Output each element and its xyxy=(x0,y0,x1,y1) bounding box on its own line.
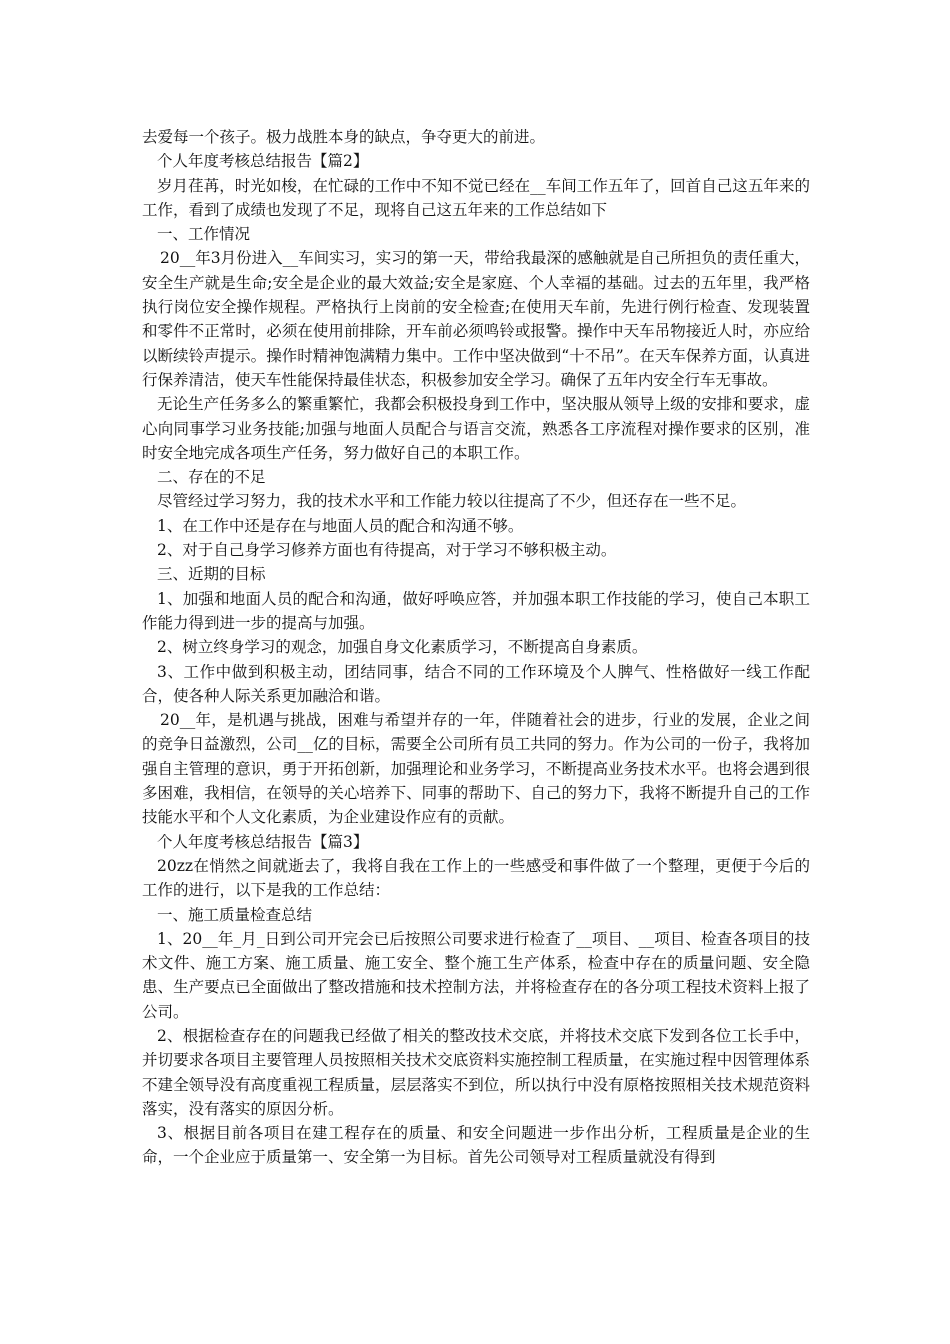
list-item: 2、根据检查存在的问题我已经做了相关的整改技术交底，并将技术交底下发到各位工长手中，并切要求各项目主要管理人员按照相关技术交底资料实施控制工程质量，在实施过程中因管理体系不建全领导没有高度重视工程质量，层层落实不到位，所以执行中没有原格按照相关技术规范资料落实，没有落实的原因分析。 xyxy=(142,1026,810,1118)
list-item: 3、根据目前各项目在建工程存在的质量、和安全问题进一步作出分析，工程质量是企业的生命，一个企业应于质量第一、安全第一为目标。首先公司领导对工程质量就没有得到 xyxy=(142,1124,810,1167)
paragraph: 去爱每一个孩子。极力战胜本身的缺点，争夺更大的前进。 xyxy=(142,128,546,146)
list-item: 1、20__年_月_日到公司开完会已后按照公司要求进行检查了__项目、__项目、检查各项目的技术文件、施工方案、施工质量、施工安全、整个施工生产体系，检查中存在的质量问题、安全隐患、生产要点已全面做出了整改措施和技术控制方法，并将检查存在的各分项工程技术资料上报了公司。 xyxy=(142,929,810,1021)
list-item: 2、树立终身学习的观念，加强自身文化素质学习，不断提高自身素质。 xyxy=(157,638,648,657)
subheading: 一、施工质量检查总结 xyxy=(157,905,313,924)
paragraph: 岁月荏苒，时光如梭，在忙碌的工作中不知不觉已经在__车间工作五年了，回首自己这五年来的工作，看到了成绩也发现了不足，现将自己这五年来的工作总结如下 xyxy=(142,176,810,219)
paragraph: 20zz在悄然之间就逝去了，我将自我在工作上的一些感受和事件做了一个整理，更便于今后的工作的进行，以下是我的工作总结： xyxy=(142,856,810,900)
section-heading-part-3: 个人年度考核总结报告【篇3】 xyxy=(157,832,369,851)
list-item: 3、工作中做到积极主动，团结同事，结合不同的工作环境及个人脾气、性格做好一线工作配合，使各种人际关系更加融洽和谐。 xyxy=(142,662,810,705)
subheading: 三、近期的目标 xyxy=(157,565,266,584)
document-body xyxy=(142,125,810,1170)
subheading: 二、存在的不足 xyxy=(157,468,266,487)
list-item: 1、在工作中还是存在与地面人员的配合和沟通不够。 xyxy=(157,516,524,535)
list-item: 2、对于自己身学习修养方面也有待提高，对于学习不够积极主动。 xyxy=(157,541,617,560)
paragraph: 无论生产任务多么的繁重繁忙，我都会积极投身到工作中，坚决服从领导上级的安排和要求，虚心向同事学习业务技能;加强与地面人员配合与语言交流，熟悉各工序流程对操作要求的区别，准时安全地完成各项生产任务，努力做好自己的本职工作。 xyxy=(142,395,810,462)
paragraph: 尽管经过学习努力，我的技术水平和工作能力较以往提高了不少，但还存在一些不足。 xyxy=(157,492,747,511)
section-heading-part-2: 个人年度考核总结报告【篇2】 xyxy=(157,152,369,171)
subheading: 一、工作情况 xyxy=(157,225,251,244)
paragraph: 20__年3月份进入__车间实习，实习的第一天，带给我最深的感触就是自己所担负的责任重大，安全生产就是生命;安全是企业的最大效益;安全是家庭、个人幸福的基础。过去的五年里，我严格执行岗位安全操作规程。严格执行上岗前的安全检查;在使用天车前，先进行例行检查、发现装置和零件不正常时，必须在使用前排除，开车前必须鸣铃或报警。操作中天车吊物接近人时，亦应给以断续铃声提示。操作时精神饱满精力集中。工作中坚决做到“十不吊”。在天车保养方面，认真进行保养清洁，使天车性能保持最佳状态，积极参加安全学习。确保了五年内安全行车无事故。 xyxy=(142,249,810,389)
list-item: 1、加强和地面人员的配合和沟通，做好呼唤应答，并加强本职工作技能的学习，使自己本职工作能力得到进一步的提高与加强。 xyxy=(142,589,810,632)
paragraph: 20__年，是机遇与挑战，困难与希望并存的一年，伴随着社会的进步，行业的发展，企业之间的竞争日益激烈，公司__亿的目标，需要全公司所有员工共同的努力。作为公司的一份子，我将加强自主管理的意识，勇于开拓创新，加强理论和业务学习，不断提高业务技术水平。也将会遇到很多困难，我相信，在领导的关心培养下、同事的帮助下、自己的努力下，我将不断提升自己的工作技能水平和个人文化素质，为企业建设作应有的贡献。 xyxy=(142,711,810,827)
